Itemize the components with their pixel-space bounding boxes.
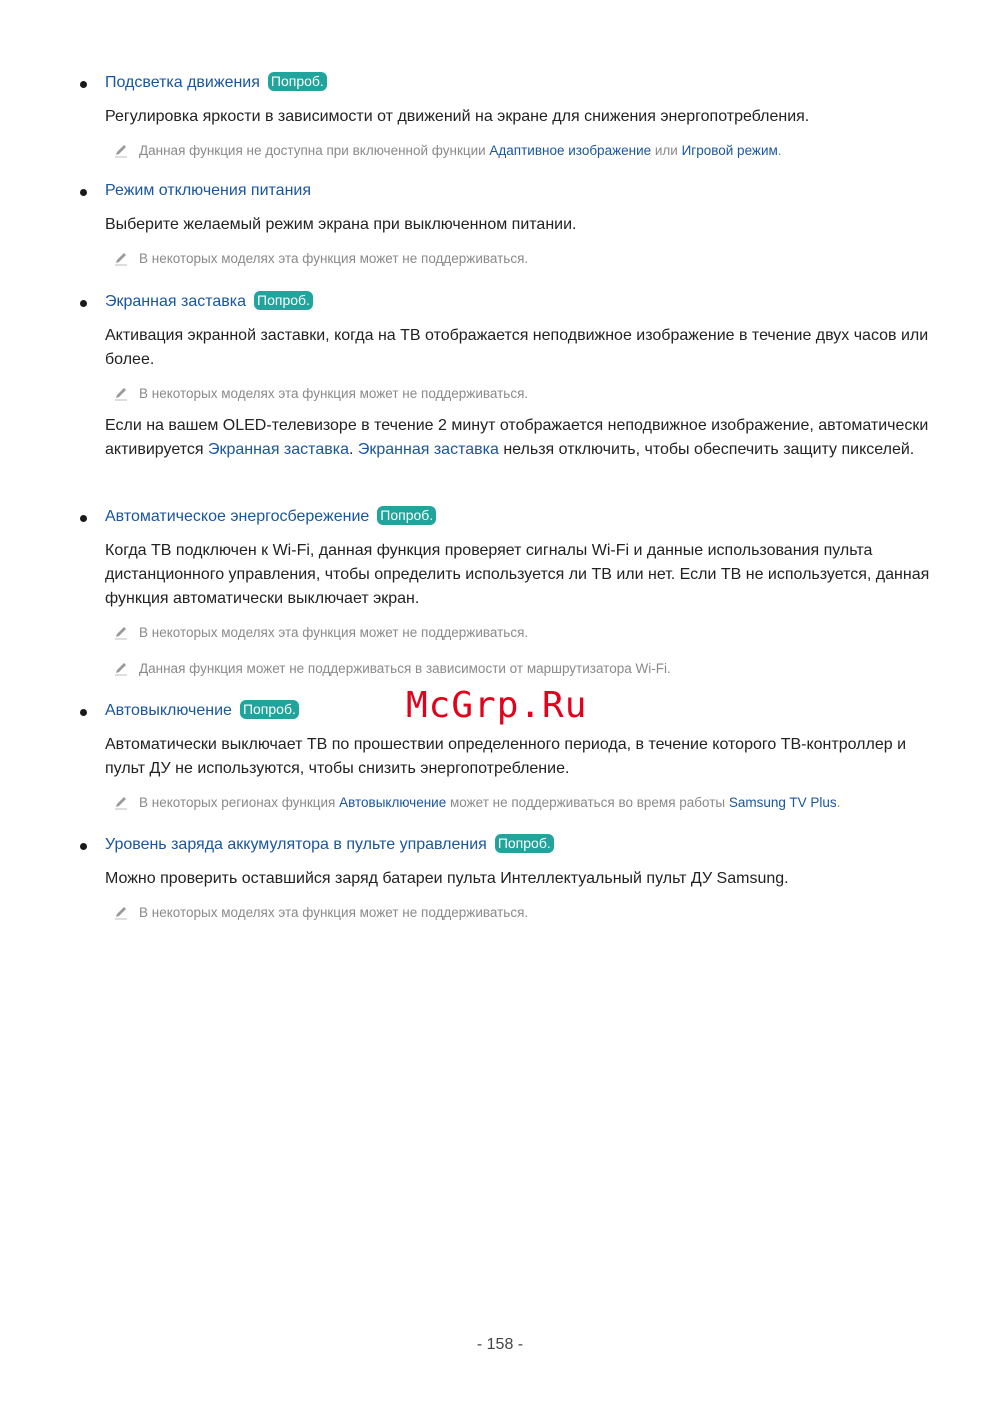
item-description: Выберите желаемый режим экрана при выключенном питании.	[105, 216, 577, 233]
pencil-icon	[113, 250, 129, 266]
note: В некоторых моделях эта функция может не поддерживаться.	[113, 903, 959, 923]
link-samsung-tv-plus[interactable]: Samsung TV Plus	[728, 795, 837, 810]
link-game-mode[interactable]: Игровой режим	[681, 143, 778, 158]
bullet	[80, 300, 87, 307]
item-auto-power-saving	[80, 506, 940, 679]
pencil-icon	[113, 624, 129, 640]
note: Данная функция может не поддерживаться в зависимости от маршрутизатора Wi-Fi.	[113, 659, 959, 679]
item-title[interactable]: Автоматическое энергосбережение Попроб.	[105, 506, 436, 528]
pencil-icon	[113, 660, 129, 676]
note: В некоторых моделях эта функция может не поддерживаться.	[113, 384, 959, 404]
watermark: McGrp.Ru	[406, 685, 588, 726]
item-description: Регулировка яркости в зависимости от движений на экране для снижения энергопотребления.	[105, 108, 810, 125]
item-power-off-mode	[80, 180, 940, 269]
link-screen-saver[interactable]: Экранная заставка	[357, 441, 499, 458]
bullet	[80, 189, 87, 196]
try-now-badge[interactable]: Попроб.	[240, 700, 299, 719]
try-now-badge[interactable]: Попроб.	[377, 506, 436, 525]
note: В некоторых моделях эта функция может не поддерживаться.	[113, 623, 959, 643]
link-screen-saver[interactable]: Экранная заставка	[207, 441, 349, 458]
try-now-badge[interactable]: Попроб.	[254, 291, 313, 310]
try-now-badge[interactable]: Попроб.	[495, 834, 554, 853]
oled-screen-saver-text: Если на вашем OLED-телевизоре в течение 2 минут отображается неподвижное изображение, автоматически активируется Экранная заставка. Экранная заставка нельзя отключить, чтобы обеспечить защиту пикселей.	[105, 417, 929, 458]
link-adaptive-picture[interactable]: Адаптивное изображение	[489, 143, 652, 158]
bullet	[80, 515, 87, 522]
link-auto-power-off[interactable]: Автовыключение	[339, 795, 447, 810]
note: Данная функция не доступна при включенной функции Адаптивное изображение или Игровой режим.	[113, 141, 959, 161]
bullet	[80, 843, 87, 850]
item-remote-battery-level	[80, 834, 940, 923]
item-description: Можно проверить оставшийся заряд батареи пульта Интеллектуальный пульт ДУ Samsung.	[105, 870, 789, 887]
item-title[interactable]: Режим отключения питания	[105, 182, 312, 199]
bullet	[80, 81, 87, 88]
pencil-icon	[113, 385, 129, 401]
item-title[interactable]: Уровень заряда аккумулятора в пульте управления Попроб.	[105, 834, 554, 856]
item-title[interactable]: Автовыключение Попроб.	[105, 700, 299, 722]
item-motion-lighting	[80, 72, 940, 161]
bullet	[80, 709, 87, 716]
item-description: Когда ТВ подключен к Wi-Fi, данная функция проверяет сигналы Wi-Fi и данные использования пульта дистанционного управления, чтобы определить используется ли ТВ или нет. Если ТВ не используется, данная функция автоматически выключает экран.	[105, 542, 930, 607]
item-title[interactable]: Подсветка движения Попроб.	[105, 72, 327, 94]
item-description: Активация экранной заставки, когда на ТВ отображается неподвижное изображение в течение двух часов или более.	[105, 327, 929, 368]
pencil-icon	[113, 794, 129, 810]
item-screen-saver	[80, 291, 940, 462]
item-title[interactable]: Экранная заставка Попроб.	[105, 291, 313, 313]
pencil-icon	[113, 142, 129, 158]
item-description: Автоматически выключает ТВ по прошествии определенного периода, в течение которого ТВ-контроллер и пульт ДУ не используются, чтобы снизить энергопотребление.	[105, 736, 907, 777]
try-now-badge[interactable]: Попроб.	[268, 72, 327, 91]
note: В некоторых моделях эта функция может не поддерживаться.	[113, 249, 959, 269]
pencil-icon	[113, 904, 129, 920]
note: В некоторых регионах функция Автовыключение может не поддерживаться во время работы Samsung TV Plus.	[113, 793, 959, 813]
page-number: - 158 -	[476, 1336, 524, 1353]
